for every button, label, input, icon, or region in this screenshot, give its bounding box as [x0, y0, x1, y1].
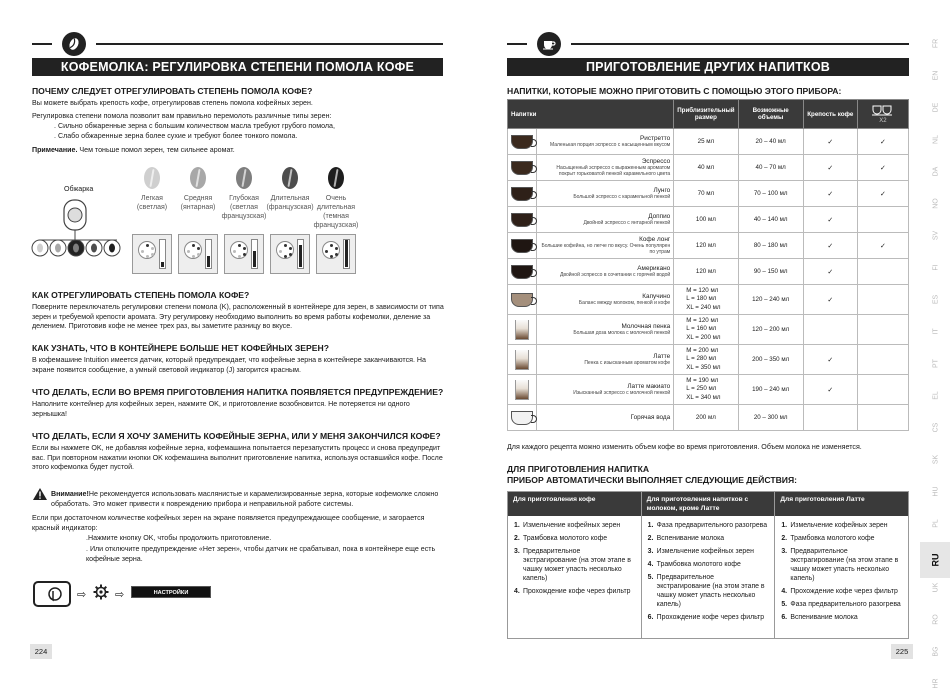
grind-level [219, 167, 269, 221]
step-text: Трамбовка молотого кофе [523, 535, 608, 542]
step-text: Измельчение кофейных зерен [790, 522, 888, 529]
cup-icon [511, 265, 533, 279]
drink-icon-cell [508, 315, 537, 345]
grind-indicator-illustration [178, 234, 218, 274]
table-row [508, 375, 909, 405]
arrow-right-icon: ⇨ [115, 589, 125, 601]
drink-size: 120 мл [674, 259, 738, 285]
table-row [508, 285, 909, 315]
step-text: Фаза предварительного разогрева [790, 601, 901, 608]
x2-check [857, 315, 908, 345]
language-tab[interactable]: HU [932, 486, 940, 497]
language-tab[interactable]: SV [932, 230, 940, 241]
grind-level-label: Длительная (французская) [266, 195, 314, 211]
language-tab[interactable]: IT [932, 328, 940, 335]
grind-level-label: Глубокая (светлая французская) [221, 195, 267, 220]
warning-label: Внимание! [51, 490, 89, 498]
step-number: 6. [781, 614, 788, 621]
coffee-bean-icon [62, 32, 86, 56]
step-item [781, 587, 902, 596]
drink-icon-cell [508, 129, 537, 155]
warning-icon [33, 487, 47, 505]
warning [51, 490, 444, 509]
glass-icon [515, 320, 529, 340]
drink-icon-cell [508, 155, 537, 181]
step-number: 5. [647, 574, 654, 581]
drink-description: Пенка с изысканным ароматом кофе [584, 360, 671, 366]
step-item [781, 547, 902, 583]
drink-size: 25 мл [674, 129, 738, 155]
language-tab[interactable]: FR [932, 38, 940, 49]
step-text: Предварительное экстрагирование (на этом этапе в чашку может упасть несколько капель) [790, 548, 899, 582]
drink-volumes: 90 – 150 мл [738, 259, 803, 285]
col-header-strength: Крепость кофе [803, 100, 857, 129]
language-tab[interactable]: PL [932, 519, 940, 528]
drink-cell [537, 315, 674, 345]
coffee-bean-icon [328, 167, 344, 189]
coffee-bean-icon [236, 167, 252, 189]
drink-name: Латте [653, 353, 671, 360]
steps-column [508, 492, 642, 638]
language-tab[interactable]: HR [932, 678, 940, 689]
drink-cell [537, 405, 674, 431]
step-number: 4. [514, 588, 520, 595]
steps-column [642, 492, 776, 638]
language-tab[interactable]: CS [932, 422, 940, 433]
steps-column-title: Для приготовления напитков с молоком, кроме Латте [642, 492, 775, 516]
drink-cell [537, 207, 674, 233]
col-header-volumes: Возможные объемы [738, 100, 803, 129]
language-tab[interactable]: ES [932, 294, 940, 305]
drink-cell [537, 155, 674, 181]
drink-icon-cell [508, 405, 537, 431]
strength-check: ✓ [803, 285, 857, 315]
drink-name: Капучино [642, 293, 671, 300]
grind-indicator-illustration [316, 234, 356, 274]
step-number: 1. [781, 522, 788, 529]
header-rule [32, 43, 52, 45]
drink-description: Изысканный эспрессо с молочной пенкой [573, 390, 671, 396]
drink-description: Насыщенный эспрессо с выраженным ароматом покрыт горьковатой пенкой карамельного цвета [556, 165, 671, 177]
grind-level [173, 167, 223, 212]
x2-check: ✓ [857, 155, 908, 181]
language-tab[interactable]: DE [932, 102, 940, 113]
step-number: 3. [647, 548, 654, 555]
step-item [648, 534, 769, 543]
steps-column [775, 492, 908, 638]
step-item [781, 521, 902, 530]
drink-icon-cell [508, 375, 537, 405]
step-item [514, 587, 635, 596]
table-row [508, 405, 909, 431]
paragraph: Если при достаточном количестве кофейных зерен на экране появляется предупреждающее сообщение, и загорается красный индикатор: [32, 514, 425, 532]
drink-description: Маленькая порция эспрессо с насыщенным вкусом [549, 142, 671, 148]
grinder-dial-illustration [31, 196, 126, 264]
section-title: ЧТО ДЕЛАТЬ, ЕСЛИ ВО ВРЕМЯ ПРИГОТОВЛЕНИЯ НАПИТКА ПОЯВЛЯЕТСЯ ПРЕДУПРЕЖДЕНИЕ? [32, 387, 444, 397]
drink-icon-cell [508, 285, 537, 315]
drink-name: Лунго [653, 187, 671, 194]
drink-cell [537, 181, 674, 207]
page-number: 225 [891, 644, 913, 659]
bullet: . Слабо обжаренные зерна более сухие и требуют более тонкого помола. [54, 132, 298, 140]
language-tab[interactable]: SK [932, 454, 940, 465]
gear-icon [93, 584, 109, 605]
language-tab[interactable]: UK [932, 582, 940, 593]
x2-check: ✓ [857, 181, 908, 207]
coffee-cup-icon [537, 32, 561, 56]
cup-icon [511, 135, 533, 149]
step-text: Трамбовка молотого кофе [656, 561, 741, 568]
step-text: Прохождение кофе через фильтр [656, 614, 765, 621]
ok-button-illustration [33, 581, 71, 607]
step-number: 2. [514, 535, 520, 542]
cup-icon [511, 213, 533, 227]
step-item [648, 560, 769, 569]
language-tab[interactable]: EL [932, 391, 940, 400]
paragraph: Если вы нажмете OK, не добавляя кофейные зерна, кофемашина попытается перезапустить процесс и снова предупредит вас. При повторном нажатии кнопки OK кофемашина выполнит приготовление напитка, используя оставшийся кофе. После этого кофемолка будет пустой. [32, 444, 443, 472]
glass-icon [515, 380, 529, 400]
x2-check: ✓ [857, 233, 908, 259]
col-header-drinks: Напитки [508, 100, 674, 129]
drink-name: Ристретто [640, 135, 671, 142]
warning-text: Не рекомендуется использовать маслянистые и карамелизированные зерна, которые кофемолке сложно обработать. Это может привести к повреждению прибора и неправильной работе системы. [51, 490, 439, 508]
step-item [514, 521, 635, 530]
language-tab[interactable]: NO [932, 198, 940, 209]
drink-icon-cell [508, 345, 537, 375]
settings-button[interactable]: НАСТРОЙКИ [131, 586, 211, 598]
paragraph: В кофемашине Intuition имеется датчик, который предупреждает, что кофейные зерна в контейнере заканчиваются. На экране появится сообщение, а умный световой индикатор (J) загорится красным. [32, 356, 426, 374]
step-text: Предварительное экстрагирование (на этом этапе в чашку может упасть несколько капель) [656, 574, 765, 608]
section-title: КАК ОТРЕГУЛИРОВАТЬ СТЕПЕНЬ ПОМОЛА КОФЕ? [32, 290, 250, 300]
drinks-table [507, 99, 909, 431]
grind-indicator-illustration [270, 234, 310, 274]
step-item [514, 534, 635, 543]
steps-column-title: Для приготовления кофе [508, 492, 641, 516]
step-text: Измельчение кофейных зерен [523, 522, 621, 529]
drink-size: 120 мл [674, 233, 738, 259]
strength-check: ✓ [803, 207, 857, 233]
cup-icon [511, 293, 533, 307]
drink-volumes: 40 – 140 мл [738, 207, 803, 233]
drink-name: Латте макиато [627, 383, 671, 390]
table-note: Для каждого рецепта можно изменить объем кофе во время приготовления. Объем молока не изменяется. [507, 443, 862, 451]
x2-check [857, 405, 908, 431]
drink-name: Кофе лонг [639, 236, 671, 243]
drink-description: Большие кофейна, но легче по вкусу. Очень популярен по утрам [541, 243, 671, 255]
drink-volumes: 120 – 240 мл [738, 285, 803, 315]
section-title: ЧТО ДЕЛАТЬ, ЕСЛИ Я ХОЧУ ЗАМЕНИТЬ КОФЕЙНЫЕ ЗЕРНА, ИЛИ У МЕНЯ ЗАКОНЧИЛСЯ КОФЕ? [32, 431, 441, 441]
grind-indicator-illustration [132, 234, 172, 274]
step-item [781, 613, 902, 622]
x2-check [857, 259, 908, 285]
language-tab[interactable]: BG [932, 646, 940, 657]
drink-volumes: 20 – 40 мл [738, 129, 803, 155]
strength-check: ✓ [803, 129, 857, 155]
section-title: ПОЧЕМУ СЛЕДУЕТ ОТРЕГУЛИРОВАТЬ СТЕПЕНЬ ПОМОЛА КОФЕ? [32, 86, 313, 96]
drink-volumes: 80 – 180 мл [738, 233, 803, 259]
drink-icon-cell [508, 259, 537, 285]
note-text: Чем тоньше помол зерен, тем сильнее аромат. [77, 146, 235, 154]
bullet: .Нажмите кнопку OK, чтобы продолжить приготовление. [86, 534, 272, 542]
step-number: 6. [647, 614, 654, 621]
drink-name: Горячая вода [630, 414, 671, 421]
grind-level-label: Легкая (светлая) [136, 195, 168, 211]
grind-level-label: Очень длительная (темная французская) [313, 195, 359, 229]
x2-check [857, 285, 908, 315]
col-header-size: Приблизительный размер [674, 100, 738, 129]
section-title: ДЛЯ ПРИГОТОВЛЕНИЯ НАПИТКА [507, 464, 650, 474]
grind-level [265, 167, 315, 212]
paragraph: Вы можете выбрать крепость кофе, отрегулировав степень помола кофейных зерен. [32, 99, 313, 107]
step-text: Прохождение кофе через фильтр [790, 588, 898, 595]
strength-check: ✓ [803, 181, 857, 207]
table-row [508, 233, 909, 259]
steps-table [507, 491, 909, 639]
grind-level-label: Средняя (янтарная) [180, 195, 216, 211]
paragraph: Наполните контейнер для кофейных зерен, нажмите OK, и приготовление возобновится. Не потеряется ни одного зернышка! [32, 400, 410, 418]
x2-check: ✓ [857, 129, 908, 155]
page-banner: КОФЕМОЛКА: РЕГУЛИРОВКА СТЕПЕНИ ПОМОЛА КОФЕ [32, 58, 443, 76]
table-row [508, 155, 909, 181]
grind-level [127, 167, 177, 212]
drink-icon-cell [508, 233, 537, 259]
glass-icon [515, 350, 529, 370]
bullet: . Или отключите предупреждение «Нет зерен», чтобы датчик не срабатывал, пока в контейнере еще есть кофейные зерна. [86, 545, 436, 563]
language-tab[interactable]: PT [932, 359, 940, 368]
step-item [648, 573, 769, 609]
x2-label: X2 [879, 118, 887, 124]
language-tab[interactable]: FI [932, 264, 940, 271]
grind-level [311, 167, 361, 230]
table-row [508, 181, 909, 207]
page-number: 224 [30, 644, 52, 659]
drink-volumes: 40 – 70 мл [738, 155, 803, 181]
drink-icon-cell [508, 207, 537, 233]
drink-size: 40 мл [674, 155, 738, 181]
drink-cell [537, 375, 674, 405]
drink-size: M = 190 мл L = 250 мл XL = 340 мл [674, 375, 738, 405]
drink-description: Большая доза молока с молочной пенкой [573, 330, 671, 336]
drink-size: 70 мл [674, 181, 738, 207]
left-page [0, 0, 470, 674]
step-item [781, 600, 902, 609]
drink-size: M = 200 мл L = 280 мл XL = 350 мл [674, 345, 738, 375]
language-tab[interactable]: EN [932, 70, 940, 81]
step-item [514, 547, 635, 583]
cup-icon [511, 161, 533, 175]
table-row [508, 315, 909, 345]
paragraph: Поверните переключатель регулировки степени помола (K), расположенный в контейнере для зерен, в зависимости от типа зерен и требуемой крепости аромата. Эту регулировку необходимо выполнить во время работы кофемолки, деление за делением. Приготовив кофе не менее трех раз, вы заметите разницу во вкусе. [32, 303, 444, 331]
note [32, 146, 444, 156]
drink-size: 100 мл [674, 207, 738, 233]
strength-check [803, 405, 857, 431]
step-item [781, 534, 902, 543]
page-banner: ПРИГОТОВЛЕНИЕ ДРУГИХ НАПИТКОВ [507, 58, 909, 76]
strength-check: ✓ [803, 375, 857, 405]
step-number: 4. [647, 561, 654, 568]
step-number: 4. [781, 588, 788, 595]
right-page [478, 0, 950, 689]
x2-check [857, 375, 908, 405]
cup-icon [511, 411, 533, 425]
language-tab[interactable]: NL [932, 135, 940, 144]
strength-check: ✓ [803, 155, 857, 181]
grind-indicator-illustration [224, 234, 264, 274]
step-text: Фаза предварительного разогрева [656, 522, 768, 529]
table-row [508, 259, 909, 285]
col-header-x2 [857, 100, 908, 129]
section-title: ПРИБОР АВТОМАТИЧЕСКИ ВЫПОЛНЯЕТ СЛЕДУЮЩИЕ ДЕЙСТВИЯ: [507, 475, 798, 485]
bullet: . Сильно обжаренные зерна с большим количеством масла требуют грубого помола, [54, 122, 335, 130]
drink-volumes: 200 – 350 мл [738, 345, 803, 375]
drink-icon-cell [508, 181, 537, 207]
drink-size: M = 120 мл L = 180 мл XL = 240 мл [674, 285, 738, 315]
language-tab[interactable]: DA [932, 166, 940, 177]
drink-volumes: 190 – 240 мл [738, 375, 803, 405]
drink-size: 200 мл [674, 405, 738, 431]
step-number: 1. [647, 522, 654, 529]
coffee-bean-icon [190, 167, 206, 189]
table-row [508, 129, 909, 155]
drink-name: Молочная пенка [621, 323, 671, 330]
header-rule [96, 43, 443, 45]
drink-cell [537, 285, 674, 315]
cup-icon [511, 187, 533, 201]
strength-check: ✓ [803, 233, 857, 259]
drink-name: Доппио [648, 213, 671, 220]
step-text: Трамбовка молотого кофе [790, 535, 875, 542]
language-tab[interactable]: RO [932, 614, 940, 625]
coffee-bean-icon [282, 167, 298, 189]
drink-cell [537, 129, 674, 155]
drink-volumes: 20 – 300 мл [738, 405, 803, 431]
note-label: Примечание. [32, 146, 78, 154]
paragraph: Регулировка степени помола позволит вам правильно перемолоть различные типы зерен: [32, 112, 332, 120]
drink-size: M = 120 мл L = 160 мл XL = 200 мл [674, 315, 738, 345]
step-number: 3. [781, 548, 788, 555]
step-text: Прохождение кофе через фильтр [523, 588, 631, 595]
language-code: RU [930, 553, 940, 567]
double-cup-icon [872, 104, 894, 116]
drink-volumes: 70 – 100 мл [738, 181, 803, 207]
strength-check [803, 315, 857, 345]
step-number: 3. [514, 548, 520, 555]
step-item [648, 547, 769, 556]
strength-check: ✓ [803, 259, 857, 285]
step-number: 1. [514, 522, 520, 529]
table-row [508, 345, 909, 375]
cup-icon [511, 239, 533, 253]
strength-check: ✓ [803, 345, 857, 375]
step-text: Вспенивание молока [656, 535, 725, 542]
step-item [648, 613, 769, 622]
section-title: НАПИТКИ, КОТОРЫЕ МОЖНО ПРИГОТОВИТЬ С ПОМОЩЬЮ ЭТОГО ПРИБОРА: [507, 86, 842, 96]
drink-volumes: 120 – 200 мл [738, 315, 803, 345]
drink-description: Большой эспрессо с карамельной пенкой [573, 194, 671, 200]
steps-column-title: Для приготовления Латте [775, 492, 908, 516]
step-item [648, 521, 769, 530]
step-number: 5. [781, 601, 788, 608]
drink-description: Двойной эспрессо в сочетании с горячей водой [559, 272, 671, 278]
table-row [508, 207, 909, 233]
step-text: Вспенивание молока [790, 614, 858, 621]
step-text: Предварительное экстрагирование (на этом этапе в чашку может упасть несколько капель) [523, 548, 631, 582]
x2-check [857, 207, 908, 233]
drink-name: Американо [637, 265, 671, 272]
section-title: КАК УЗНАТЬ, ЧТО В КОНТЕЙНЕРЕ БОЛЬШЕ НЕТ КОФЕЙНЫХ ЗЕРЕН? [32, 343, 329, 353]
drink-description: Баланс между молоком, пенкой и кофе [578, 300, 671, 306]
drink-description: Двойной эспрессо с янтарной пенкой [583, 220, 671, 226]
drink-cell [537, 233, 674, 259]
header-rule [571, 43, 909, 45]
step-number: 2. [781, 535, 788, 542]
drink-name: Эспрессо [641, 158, 671, 165]
table-header-row [508, 100, 909, 129]
header-rule [507, 43, 527, 45]
x2-check [857, 345, 908, 375]
step-text: Измельчение кофейных зерен [656, 548, 754, 555]
roast-label: Обжарка [64, 185, 94, 193]
step-number: 2. [647, 535, 654, 542]
arrow-right-icon: ⇨ [77, 589, 87, 601]
drink-cell [537, 345, 674, 375]
coffee-bean-icon [144, 167, 160, 189]
drink-cell [537, 259, 674, 285]
